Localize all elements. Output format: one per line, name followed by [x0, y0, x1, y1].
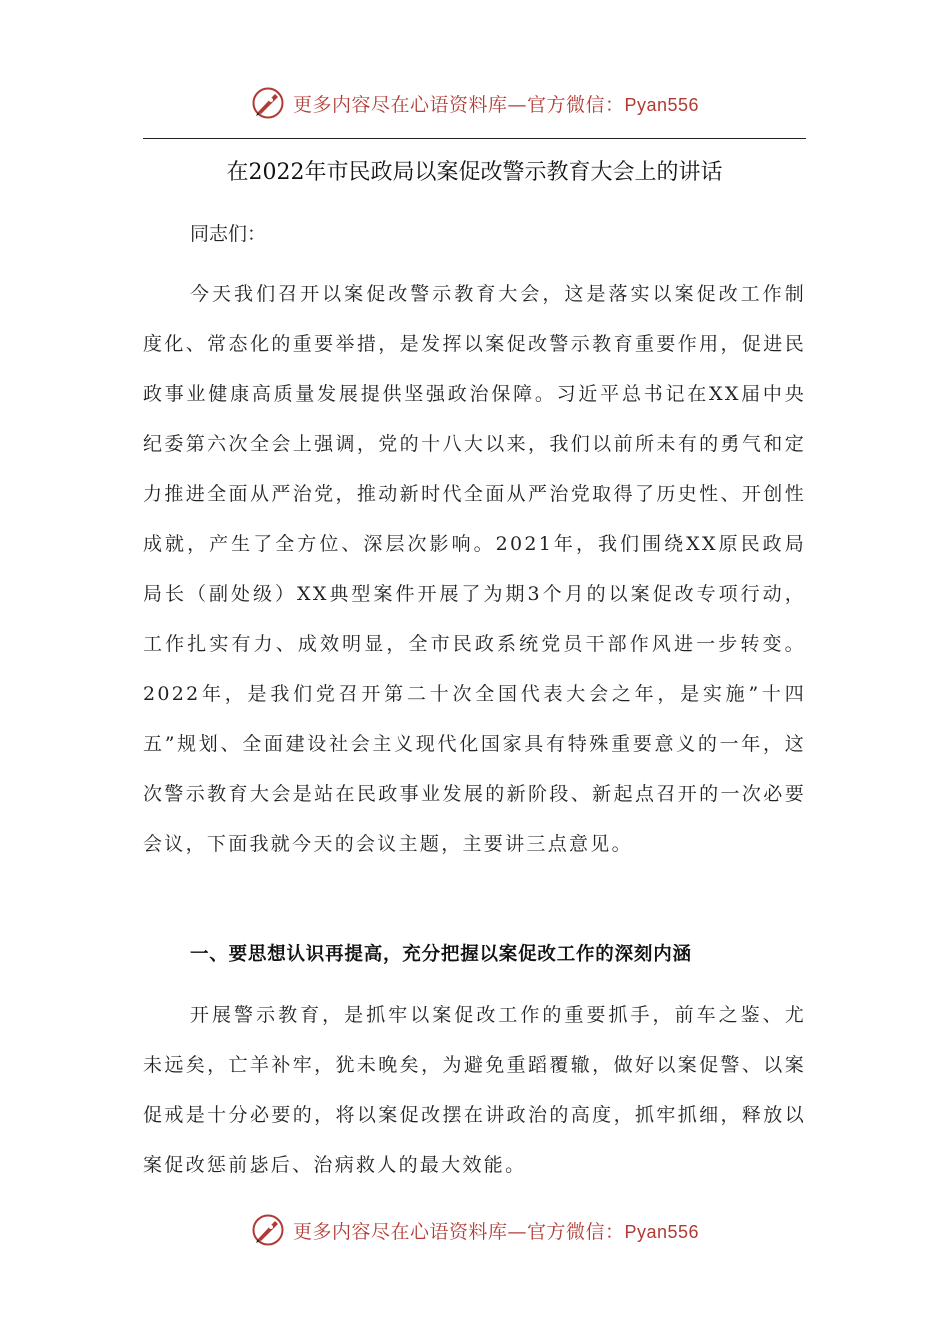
footer-banner[interactable] — [0, 1208, 950, 1252]
paragraph-1: 今天我们召开以案促改警示教育大会，这是落实以案促改工作制度化、常态化的重要举措，是发挥以案促改警示教育重要作用，促进民政事业健康高质量发展提供坚强政治保障。习近平总书记在XX届中央纪委第六次全会上强调，党的十八大以来，我们以前所未有的勇气和定力推进全面从严治党，推动新时代全面从严治党取得了历史性、开创性成就，产生了全方位、深层次影响。2021年，我们围绕XX原民政局局长（副处级）XX典型案件开展了为期3个月的以案促改专项行动，工作扎实有力、成效明显，全市民政系统党员干部作风进一步转变。2022年，是我们党召开第二十次全国代表大会之年，是实施”十四五”规划、全面建设社会主义现代化国家具有特殊重要意义的一年，这次警示教育大会是站在民政事业发展的新阶段、新起点召开的一次必要会议，下面我就今天的会议主题，主要讲三点意见。 — [143, 283, 806, 855]
paragraph-2: 开展警示教育，是抓牢以案促改工作的重要抓手，前车之鉴、尤未远矣，亡羊补牢，犹未晚矣，为避免重蹈覆辙，做好以案促警、以案促戒是十分必要的，将以案促改摆在讲政治的高度，抓牢抓细，释放以案促改惩前毖后、治病救人的最大效能。 — [143, 1004, 806, 1176]
wechat-id: Pyan556 — [624, 94, 700, 115]
quill-pen-logo-icon — [251, 1213, 285, 1247]
document-title: 在2022年市民政局以案促改警示教育大会上的讲话 — [226, 160, 723, 185]
quill-pen-logo-icon — [251, 86, 285, 120]
header-divider — [143, 138, 806, 139]
banner-text: 更多内容尽在心语资料库—官方微信：Pyan556 — [292, 93, 700, 116]
salutation: 同志们： — [190, 223, 267, 245]
banner-text: 更多内容尽在心语资料库—官方微信：Pyan556 — [292, 1220, 700, 1243]
wechat-id: Pyan556 — [624, 1221, 700, 1242]
section-1-heading: 一、要思想认识再提高，充分把握以案促改工作的深刻内涵 — [190, 944, 692, 965]
header-banner[interactable] — [0, 81, 950, 125]
